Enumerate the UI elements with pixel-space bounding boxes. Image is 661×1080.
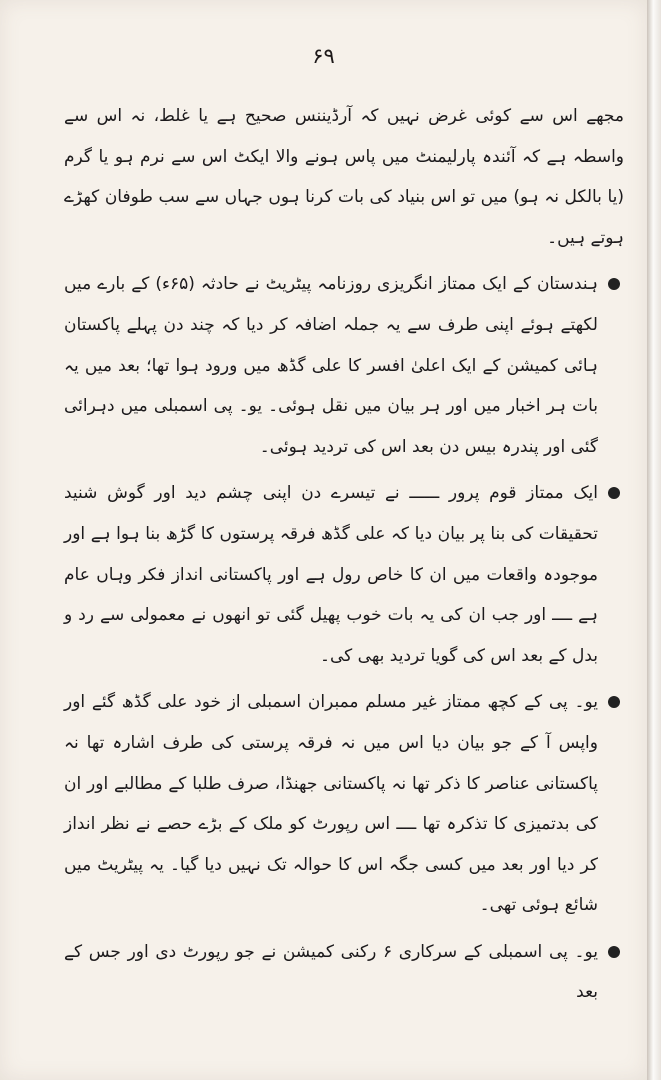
bullet-paragraph-patriot: ہندستان کے ایک ممتاز انگریزی روزنامہ پیٹریٹ نے حادثہ (۶۵ء) کے بارے میں لکھتے ہوئے اپنی طرف سے یہ جملہ اضافہ کر دیا کہ چند دن پہلے پاکستان ہائی کمیشن کے ایک اعلیٰ افسر کا علی گڈھ میں ورود ہوا تھا؛ بعد میں یہ بات ہر اخبار میں اور ہر بیان میں نقل ہوئی۔ یو۔ پی اسمبلی میں دہرائی گئی اور پندرہ بیس دن بعد اس کی تردید ہوئی۔	[64, 264, 624, 467]
paragraph-intro: مجھے اس سے کوئی غرض نہیں کہ آرڈیننس صحیح ہے یا غلط، نہ اس سے واسطہ ہے کہ آئندہ پارلیمنٹ میں پاس ہونے والا ایکٹ اس سے نرم ہو یا گرم (یا بالکل نہ ہو) میں تو اس بنیاد کی بات کرنا ہوں جہاں سے سب طوفان کھڑے ہوتے ہیں۔	[64, 106, 624, 248]
page-number: ۶۹	[312, 44, 335, 68]
body-text	[64, 96, 624, 1019]
page-edge	[647, 0, 661, 1080]
bullet-paragraph-nationalist: ایک ممتاز قوم پرور ــــــ نے تیسرے دن اپنی چشم دید اور گوش شنید تحقیقات کی بنا پر بیان دیا کہ علی گڈھ فرقہ پرستوں کا گڑھ بنا ہوا ہے اور موجودہ واقعات میں ان کا خاص رول ہے اور پاکستانی انداز فکر وہاں عام ہے ــــ اور جب ان کی یہ بات خوب پھیل گئی تو انھوں نے معمولی سے رد و بدل کے بعد اس کی گویا تردید بھی کی۔	[64, 473, 624, 676]
bullet-paragraph-commission: یو۔ پی اسمبلی کے سرکاری ۶ رکنی کمیشن نے جو رپورٹ دی اور جس کے بعد	[64, 932, 624, 1013]
bullet-paragraph-assembly-members: یو۔ پی کے کچھ ممتاز غیر مسلم ممبران اسمبلی از خود علی گڈھ گئے اور واپس آ کے جو بیان دیا اس میں نہ فرقہ پرستی کی طرف اشارہ تھا نہ پاکستانی عناصر کا ذکر تھا نہ پاکستانی جھنڈا، صرف طلبا کے مطالبے اور ان کی بدتمیزی کا تذکرہ تھا ــــ اس رپورٹ کو ملک کے بڑے حصے نے نظر انداز کر دیا اور بعد میں کسی جگہ اس کا حوالہ تک نہیں دیا گیا۔ یہ پیٹریٹ میں شائع ہوئی تھی۔	[64, 682, 624, 926]
